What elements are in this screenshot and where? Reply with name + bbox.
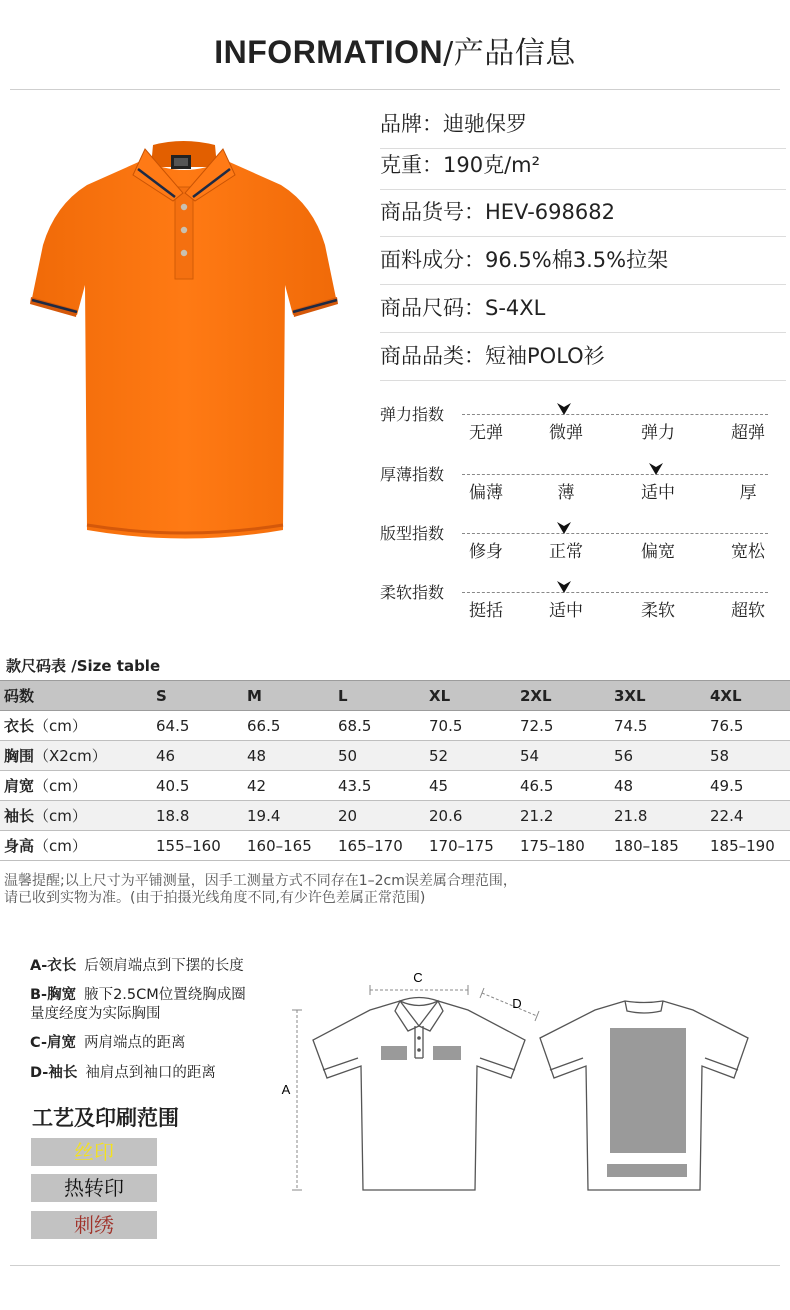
front-print-area-right <box>433 1046 461 1060</box>
selected-marker-icon <box>556 402 572 416</box>
measure-name: 身高 <box>4 837 35 855</box>
table-row <box>0 831 790 861</box>
craft-silk-screen <box>31 1138 157 1166</box>
table-cell: 49.5 <box>706 771 790 801</box>
table-cell: 46 <box>152 741 243 771</box>
index-option: 弹力 <box>641 423 675 443</box>
table-cell: 50 <box>334 741 425 771</box>
table-cell: 48 <box>610 771 706 801</box>
legend-d: D-袖长 袖肩点到袖口的距离 <box>30 1065 216 1081</box>
index-title: 厚薄指数 <box>380 465 445 484</box>
table-row <box>0 741 790 771</box>
index-option: 超软 <box>731 601 765 621</box>
index-scale-line <box>462 592 768 593</box>
index-scale-line <box>462 414 768 415</box>
table-row <box>0 801 790 831</box>
row-label <box>0 741 152 771</box>
spec-fabric: 面料成分：96.5%棉3.5%拉架 <box>380 236 786 285</box>
index-option: 无弹 <box>469 423 503 443</box>
header-cell: S <box>152 681 243 711</box>
row-label <box>0 771 152 801</box>
table-cell: 45 <box>425 771 516 801</box>
table-cell: 58 <box>706 741 790 771</box>
index-option: 宽松 <box>731 542 765 562</box>
table-cell: 165–170 <box>334 831 425 861</box>
size-table <box>0 680 790 861</box>
header-cell: 码数 <box>0 681 152 711</box>
measure-unit: （cm） <box>34 837 87 855</box>
index-option: 适中 <box>641 483 675 503</box>
selected-marker-icon <box>648 462 664 476</box>
diagram-label-c: C <box>413 970 423 985</box>
page-title <box>0 28 790 72</box>
table-cell: 72.5 <box>516 711 610 741</box>
table-row <box>0 771 790 801</box>
table-cell: 180–185 <box>610 831 706 861</box>
index-option: 超弹 <box>731 423 765 443</box>
front-shirt-outline <box>313 998 525 1191</box>
index-option: 适中 <box>549 601 583 621</box>
table-cell: 64.5 <box>152 711 243 741</box>
index-scale-line <box>462 533 768 534</box>
measure-name: 衣长 <box>4 717 35 735</box>
back-print-area-main <box>610 1028 686 1153</box>
header-cell: 3XL <box>610 681 706 711</box>
table-cell: 42 <box>243 771 334 801</box>
index-option: 薄 <box>557 483 575 503</box>
selected-marker-icon <box>556 521 572 535</box>
table-cell: 76.5 <box>706 711 790 741</box>
index-option: 挺括 <box>469 601 503 621</box>
spec-size-range: 商品尺码：S-4XL <box>380 284 786 333</box>
craft-heat-transfer <box>31 1174 157 1202</box>
size-note-line1: 温馨提醒;以上尺寸为平铺测量，因手工测量方式不同存在1–2cm误差属合理范围， <box>4 873 517 889</box>
craft-label: 丝印 <box>74 1140 114 1164</box>
table-cell: 56 <box>610 741 706 771</box>
header-cell: XL <box>425 681 516 711</box>
index-option: 厚 <box>739 483 757 503</box>
header-cell: 2XL <box>516 681 610 711</box>
table-cell: 40.5 <box>152 771 243 801</box>
top-divider <box>10 89 780 90</box>
title-en: INFORMATION <box>214 34 444 70</box>
row-label <box>0 831 152 861</box>
measure-name: 胸围 <box>4 747 35 765</box>
table-cell: 20.6 <box>425 801 516 831</box>
measurement-diagram <box>275 958 775 1198</box>
table-cell: 54 <box>516 741 610 771</box>
spec-weight: 克重：190克/m² <box>380 141 786 190</box>
selected-marker-icon <box>556 580 572 594</box>
index-option: 微弹 <box>549 423 583 443</box>
diagram-label-d: D <box>512 996 522 1011</box>
table-cell: 21.2 <box>516 801 610 831</box>
index-option: 修身 <box>469 542 503 562</box>
index-title: 弹力指数 <box>380 405 445 424</box>
table-cell: 46.5 <box>516 771 610 801</box>
size-table-header <box>0 681 790 711</box>
measure-unit: （cm） <box>34 807 87 825</box>
table-cell: 20 <box>334 801 425 831</box>
table-cell: 155–160 <box>152 831 243 861</box>
table-row <box>0 711 790 741</box>
header-cell: M <box>243 681 334 711</box>
index-title: 柔软指数 <box>380 583 445 602</box>
spec-item-number: 商品货号：HEV-698682 <box>380 188 786 237</box>
table-cell: 19.4 <box>243 801 334 831</box>
legend-b: B-胸宽 腋下2.5CM位置绕胸成圈 量度经度为实际胸围 <box>30 987 246 1022</box>
craft-label: 热转印 <box>64 1176 124 1200</box>
table-cell: 21.8 <box>610 801 706 831</box>
index-option: 偏宽 <box>641 542 675 562</box>
row-label <box>0 801 152 831</box>
diagram-label-a: A <box>281 1082 291 1097</box>
table-cell: 43.5 <box>334 771 425 801</box>
front-print-area-left <box>381 1046 407 1060</box>
measure-name: 袖长 <box>4 807 35 825</box>
product-image <box>25 135 340 550</box>
craft-embroidery <box>31 1211 157 1239</box>
header-cell: L <box>334 681 425 711</box>
index-scale-line <box>462 474 768 475</box>
index-option: 正常 <box>549 542 583 562</box>
table-cell: 66.5 <box>243 711 334 741</box>
back-print-area-hem <box>607 1164 687 1177</box>
table-cell: 185–190 <box>706 831 790 861</box>
legend-c: C-肩宽 两肩端点的距离 <box>30 1035 186 1051</box>
table-cell: 22.4 <box>706 801 790 831</box>
spec-brand: 品牌：迪驰保罗 <box>380 100 786 149</box>
size-note-line2: 请已收到实物为准。(由于拍摄光线角度不同,有少许色差属正常范围) <box>4 890 426 906</box>
measure-unit: （cm） <box>34 777 87 795</box>
table-cell: 68.5 <box>334 711 425 741</box>
table-cell: 52 <box>425 741 516 771</box>
legend-a: A-衣长 后领肩端点到下摆的长度 <box>30 958 244 974</box>
spec-category: 商品品类：短袖POLO衫 <box>380 332 786 381</box>
table-cell: 70.5 <box>425 711 516 741</box>
row-label <box>0 711 152 741</box>
table-cell: 48 <box>243 741 334 771</box>
table-cell: 18.8 <box>152 801 243 831</box>
header-cell: 4XL <box>706 681 790 711</box>
craft-label: 刺绣 <box>74 1213 114 1237</box>
table-cell: 74.5 <box>610 711 706 741</box>
size-table-caption: 款尺码表 /Size table <box>6 657 161 675</box>
craft-title: 工艺及印刷范围 <box>32 1106 179 1130</box>
index-option: 偏薄 <box>469 483 503 503</box>
measure-unit: （cm） <box>34 717 87 735</box>
measure-unit: （X2cm） <box>34 747 107 765</box>
index-option: 柔软 <box>641 601 675 621</box>
measure-name: 肩宽 <box>4 777 35 795</box>
title-cn: /产品信息 <box>443 36 576 71</box>
table-cell: 170–175 <box>425 831 516 861</box>
table-cell: 175–180 <box>516 831 610 861</box>
bottom-divider <box>10 1265 780 1266</box>
index-title: 版型指数 <box>380 524 445 543</box>
table-cell: 160–165 <box>243 831 334 861</box>
